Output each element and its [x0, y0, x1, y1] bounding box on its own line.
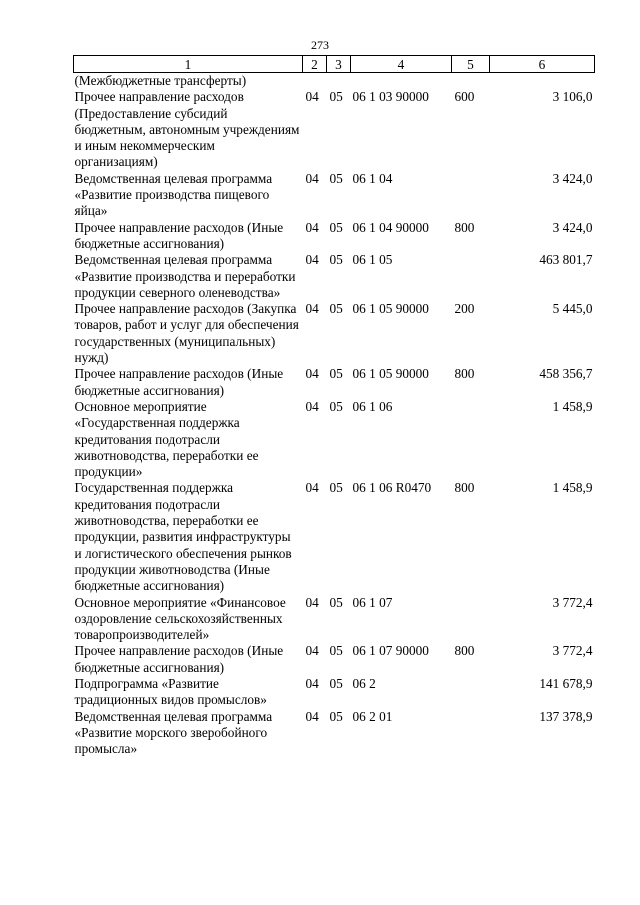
section-code-cell: 04: [305, 594, 319, 610]
subsection-code-cell: 05: [329, 708, 343, 724]
subsection-code-cell: 05: [329, 675, 343, 691]
amount-cell: 5 445,0: [552, 301, 593, 317]
target-article-cell: 06 1 03 90000: [352, 89, 429, 105]
header-col-5: 5: [452, 56, 490, 73]
table-row: [74, 480, 595, 594]
row-name-cell: Основное мероприятие «Финансовое оздоровление сельскохозяйственных товаропроизводителей»: [74, 594, 286, 643]
table-row: [74, 399, 595, 480]
subsection-code-cell: [327, 73, 351, 90]
expense-type-cell: 600: [454, 89, 475, 105]
amount-cell: 3 106,0: [552, 89, 593, 105]
row-name-cell: Прочее направление расходов (Закупка товаров, работ и услуг для обеспечения государственных (муниципальных) нужд): [74, 301, 299, 366]
amount-cell: 137 378,9: [539, 708, 593, 724]
expense-type-cell: 800: [454, 219, 475, 235]
subsection-code-cell: 05: [329, 398, 343, 414]
section-code-cell: 04: [305, 301, 319, 317]
row-name-cell: Прочее направление расходов (Иные бюджетные ассигнования): [74, 643, 284, 675]
amount-cell: 3 424,0: [552, 170, 593, 186]
expense-type-cell: 800: [454, 643, 475, 659]
header-col-4: 4: [351, 56, 452, 73]
section-code-cell: 04: [305, 480, 319, 496]
target-article-cell: 06 1 07 90000: [352, 643, 429, 659]
expense-type-cell: [452, 676, 490, 709]
table-row: [74, 595, 595, 644]
row-name-cell: Прочее направление расходов (Иные бюджетные ассигнования): [74, 219, 284, 251]
amount-cell: 463 801,7: [539, 252, 593, 268]
section-code-cell: 04: [305, 366, 319, 382]
row-name-cell: Прочее направление расходов (Иные бюджетные ассигнования): [74, 366, 284, 398]
section-code-cell: 04: [305, 708, 319, 724]
section-code-cell: 04: [305, 643, 319, 659]
target-article-cell: 06 1 07: [352, 594, 393, 610]
subsection-code-cell: 05: [329, 643, 343, 659]
subsection-code-cell: 05: [329, 170, 343, 186]
target-article-cell: 06 1 05: [352, 252, 393, 268]
header-col-2: 2: [303, 56, 327, 73]
row-name-cell: Основное мероприятие «Государственная поддержка кредитования подотрасли животноводства, переработки ее продукции»: [74, 398, 259, 480]
expense-type-cell: 200: [454, 301, 475, 317]
budget-table: [73, 55, 595, 757]
subsection-code-cell: 05: [329, 252, 343, 268]
section-code-cell: 04: [305, 170, 319, 186]
amount-cell: 3 772,4: [552, 643, 593, 659]
table-row: [74, 643, 595, 676]
target-article-cell: [351, 73, 452, 90]
table-row: [74, 220, 595, 253]
table-row: [74, 676, 595, 709]
section-code-cell: 04: [305, 219, 319, 235]
expense-type-cell: [452, 399, 490, 480]
expense-type-cell: 800: [454, 480, 475, 496]
expense-type-cell: [452, 595, 490, 644]
header-col-1: 1: [74, 56, 303, 73]
table-row: [74, 171, 595, 220]
target-article-cell: 06 2 01: [352, 708, 393, 724]
row-name-cell: Подпрограмма «Развитие традиционных видов промыслов»: [74, 675, 267, 708]
section-code-cell: 04: [305, 675, 319, 691]
expense-type-cell: 800: [454, 366, 475, 382]
expense-type-cell: [452, 73, 490, 90]
table-row: [74, 366, 595, 399]
target-article-cell: 06 1 04 90000: [352, 219, 429, 235]
section-code-cell: 04: [305, 252, 319, 268]
table-row: [74, 301, 595, 366]
amount-cell: 3 424,0: [552, 219, 593, 235]
amount-cell: 1 458,9: [552, 398, 593, 414]
subsection-code-cell: 05: [329, 219, 343, 235]
table-row: [74, 252, 595, 301]
target-article-cell: 06 1 06 R0470: [352, 480, 432, 496]
amount-cell: 3 772,4: [552, 594, 593, 610]
row-name-cell: Государственная поддержка кредитования подотрасли животноводства, переработки ее продукции, развития инфраструктуры и логистического обеспечения рынков продукции животноводства (Иные бюджетные ассигнования): [74, 480, 292, 594]
section-code-cell: 04: [305, 89, 319, 105]
row-name-cell: Ведомственная целевая программа «Развитие производства и переработки продукции северного оленеводства»: [74, 252, 296, 300]
target-article-cell: 06 1 06: [352, 398, 393, 414]
row-name-cell: (Межбюджетные трансферты): [74, 73, 247, 88]
target-article-cell: 06 2: [352, 675, 376, 691]
table-row: [74, 89, 595, 170]
expense-type-cell: [452, 171, 490, 220]
target-article-cell: 06 1 05 90000: [352, 366, 429, 382]
expense-type-cell: [452, 709, 490, 758]
subsection-code-cell: 05: [329, 480, 343, 496]
amount-cell: 1 458,9: [552, 480, 593, 496]
subsection-code-cell: 05: [329, 594, 343, 610]
target-article-cell: 06 1 04: [352, 170, 393, 186]
expense-type-cell: [452, 252, 490, 301]
table-row: [74, 709, 595, 758]
amount-cell: [490, 73, 595, 90]
section-code-cell: [303, 73, 327, 90]
subsection-code-cell: 05: [329, 89, 343, 105]
amount-cell: 141 678,9: [539, 675, 593, 691]
section-code-cell: 04: [305, 398, 319, 414]
header-col-3: 3: [327, 56, 351, 73]
row-name-cell: Ведомственная целевая программа «Развитие производства пищевого яйца»: [74, 170, 273, 219]
table-row: [74, 73, 595, 90]
target-article-cell: 06 1 05 90000: [352, 301, 429, 317]
row-name-cell: Прочее направление расходов (Предоставление субсидий бюджетным, автономным учреждениям и иным некоммерческим организациям): [74, 89, 300, 170]
page-number: 273: [311, 38, 329, 52]
amount-cell: 458 356,7: [539, 366, 593, 382]
table-header-row: [74, 56, 595, 73]
header-col-6: 6: [490, 56, 595, 73]
subsection-code-cell: 05: [329, 301, 343, 317]
row-name-cell: Ведомственная целевая программа «Развитие морского зверобойного промысла»: [74, 708, 273, 757]
subsection-code-cell: 05: [329, 366, 343, 382]
